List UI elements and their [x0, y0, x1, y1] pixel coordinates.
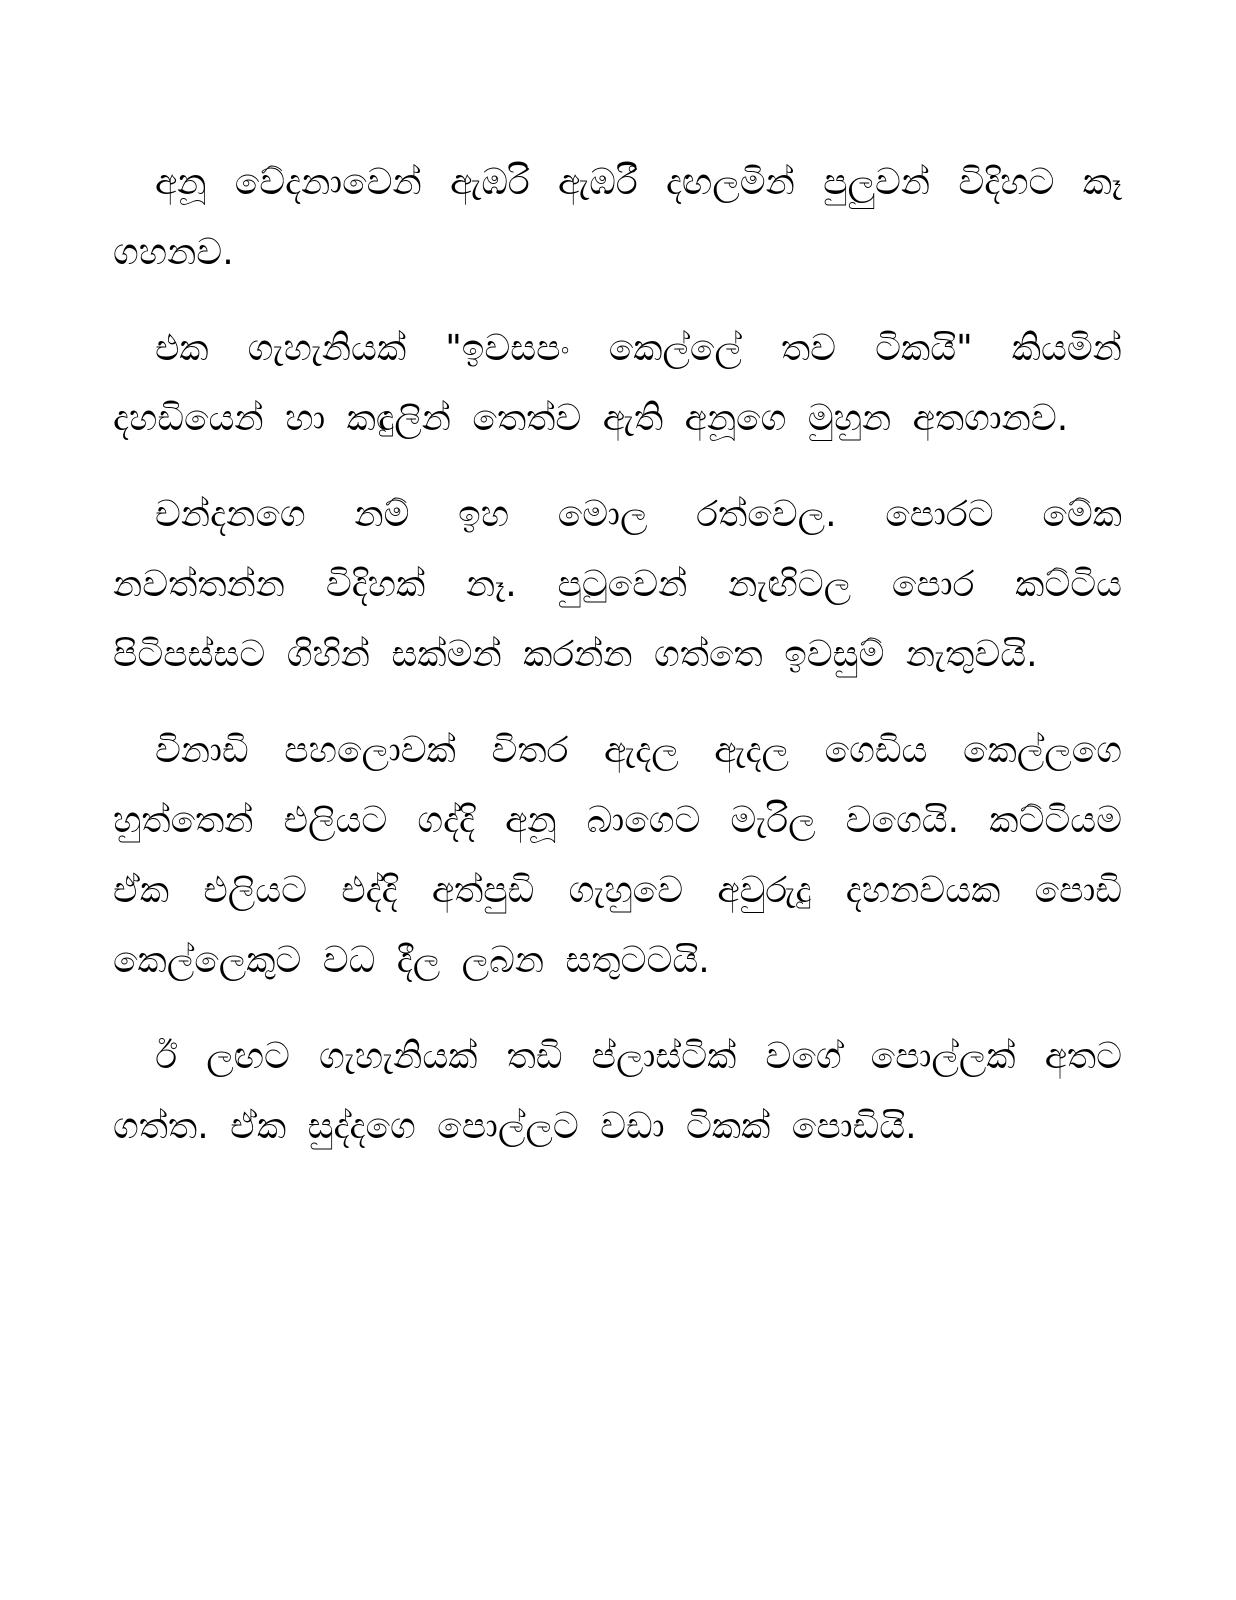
paragraph-2: එක ගැහැනියක් "ඉවසපං කෙල්ලේ තව ටිකයි" කියමින් දහඩියෙන් හා කඳුලින් තෙත්ව ඇති අනූගෙ මුහුන අතගානව.	[113, 328, 1122, 439]
paragraph-4: විනාඩි පහලොවක් විතර ඇදල ඇදල ගෙඩිය කෙල්ලගෙ හුත්තෙන් එලියට ගද්දි අනූ බාගෙට මැරිල වගෙයි. කට්ටියම ඒක එලියට එද්දි අත්පුඩි ගැහුවෙ අවුරුදු දහනවයක පොඩි කෙල්ලෙකුට වධ දීල ලබන සතුටටයි.	[113, 730, 1122, 981]
paragraph-3: චන්දනගෙ නම් ඉහ මොල රත්වෙල. පොරට මේක නවත්තන්න විදිහක් නෑ. පුටුවෙන් නැඟිටල පොර කට්ටිය පිටිපස්සට ගිහින් සක්මන් කරන්න ගත්තෙ ඉවසුම් නැතුවයි.	[113, 494, 1122, 675]
paragraph-5: ඊ ලඟට ගැහැනියක් තඩි ප්ලාස්ටික් වගේ පොල්ලක් අතට ගත්ත. ඒක සුද්දගෙ පොල්ලට වඩා ටිකක් පොඩියි.	[113, 1036, 1122, 1147]
paragraph-1: අනූ වේදනාවෙන් ඇඹරි ඇඹරී දඟලමින් පුලුවන් විදිහට කෑ ගහනව.	[113, 162, 1122, 273]
